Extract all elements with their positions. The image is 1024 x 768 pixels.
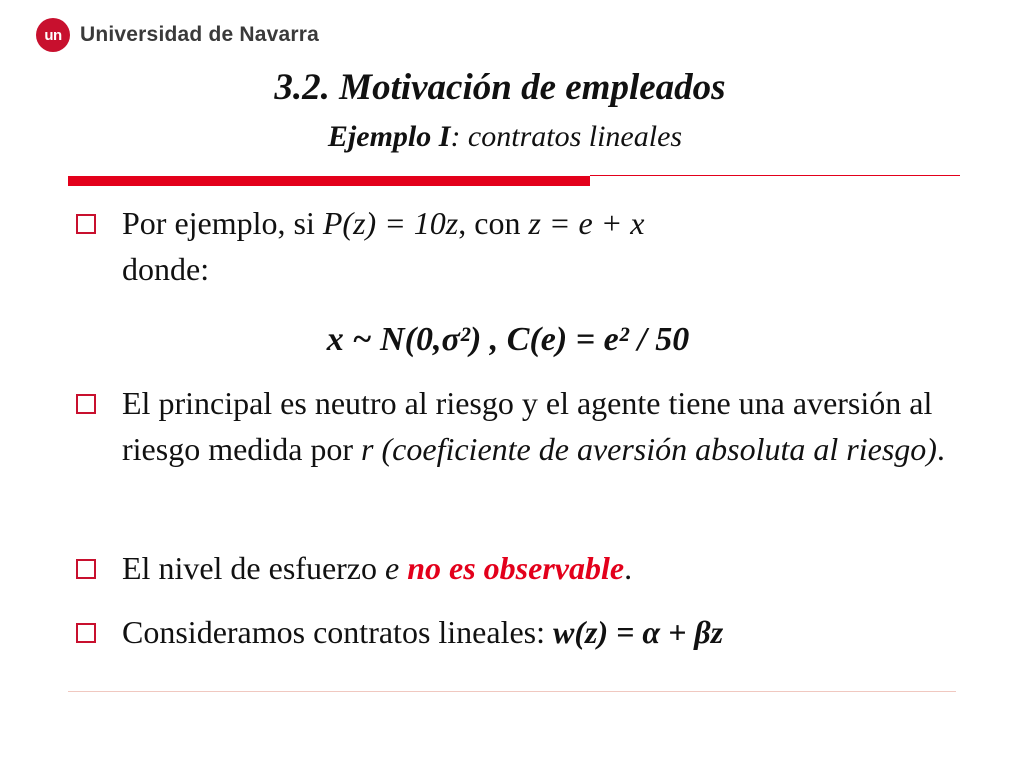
university-name: Universidad de Navarra — [80, 23, 320, 46]
subtitle-example-label: Ejemplo I — [327, 120, 451, 153]
b4-wage-contract: w(z) = α + βz — [553, 614, 724, 650]
bullet-item-2 — [72, 380, 952, 472]
b2-text-a: El principal es neutro al riesgo y el agente tiene una aversión al riesgo medida por — [122, 385, 933, 467]
b3-effort-variable: e — [385, 550, 400, 586]
bullet-item-3-text — [122, 545, 952, 591]
b1-text-c: donde: — [122, 251, 210, 287]
b2-text-b: . — [936, 431, 945, 467]
subtitle-topic: : contratos lineales — [450, 120, 683, 153]
title-divider-thin — [590, 175, 960, 176]
title-divider-thick — [68, 176, 590, 186]
square-bullet-icon — [76, 623, 96, 643]
footer-divider — [68, 691, 956, 692]
b3-not-observable: no es observable — [407, 550, 625, 586]
b1-text-b: , con — [458, 205, 529, 241]
bullet-item-4-text — [122, 609, 952, 655]
university-branding — [36, 18, 319, 52]
bullet-item-3 — [72, 545, 952, 591]
b2-risk-coefficient: r (coeficiente de aversión absoluta al riesgo) — [361, 431, 937, 467]
b1-text-a: Por ejemplo, si — [122, 205, 323, 241]
university-logo-icon: un — [36, 18, 70, 52]
bullet-item-4 — [72, 609, 952, 655]
b4-text-a: Consideramos contratos lineales: — [122, 614, 554, 650]
b1-production-function: P(z) = 10z — [322, 205, 459, 241]
square-bullet-icon — [76, 559, 96, 579]
bullet-item-1 — [72, 200, 952, 292]
bullet-item-1-text — [122, 200, 952, 292]
slide-subtitle — [0, 118, 1010, 156]
b3-text-b: . — [624, 550, 633, 586]
b3-text-a: El nivel de esfuerzo — [122, 550, 385, 586]
square-bullet-icon — [76, 214, 96, 234]
b1-output-definition: z = e + x — [528, 205, 645, 241]
b3-space — [399, 550, 407, 586]
distribution-cost-formula: x ~ N(0,σ²) , C(e) = e² / 50 — [326, 321, 690, 358]
bullet-item-2-text — [122, 380, 952, 472]
slide-title: 3.2. Motivación de empleados — [274, 67, 726, 108]
square-bullet-icon — [76, 394, 96, 414]
